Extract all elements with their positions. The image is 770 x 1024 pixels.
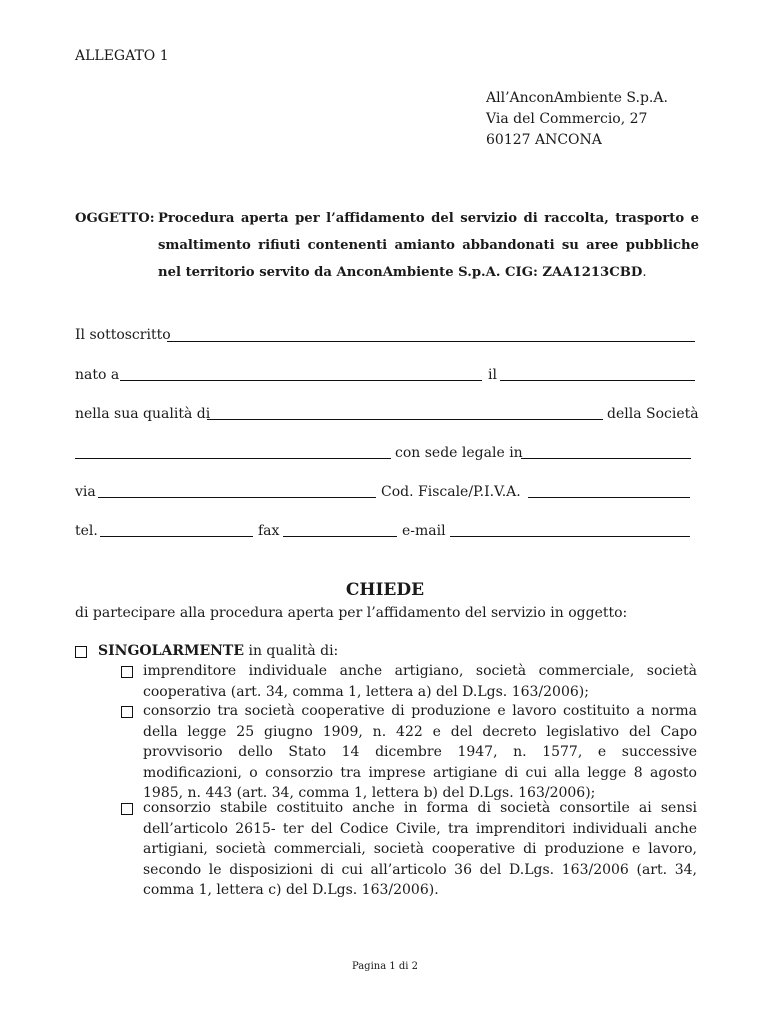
nato-a-field[interactable] — [120, 380, 482, 381]
oggetto-text — [158, 205, 699, 286]
sede-legale-field[interactable] — [521, 458, 691, 459]
cod-fiscale-label: Cod. Fiscale/P.I.V.A. — [381, 484, 521, 500]
recipient-address — [486, 88, 668, 151]
il-label: il — [488, 367, 497, 383]
nato-a-label: nato a — [75, 367, 120, 383]
chiede-heading: CHIEDE — [345, 580, 425, 600]
della-societa-label: della Società — [607, 406, 699, 422]
cod-fiscale-field[interactable] — [528, 497, 690, 498]
sottoscritto-label: Il sottoscritto — [75, 327, 171, 343]
option-checkbox-c[interactable] — [121, 803, 133, 815]
via-label: via — [75, 484, 96, 500]
singolarmente-checkbox[interactable] — [75, 646, 87, 658]
singolarmente-title: SINGOLARMENTE — [98, 643, 245, 659]
option-checkbox-b[interactable] — [121, 706, 133, 718]
recipient-line-2: Via del Commercio, 27 — [486, 111, 648, 127]
recipient-line-3: 60127 ANCONA — [486, 132, 602, 148]
oggetto-suffix: . — [642, 265, 647, 280]
option-text-a: imprenditore individuale anche artigiano, società commerciale, società cooperativa (art. 34, comma 1, lettera a) del D.Lgs. 163/2006); — [143, 663, 697, 700]
qualita-label: nella sua qualità di — [75, 406, 211, 422]
birth-date-field[interactable] — [500, 380, 695, 381]
oggetto-body: Procedura aperta per l’affidamento del servizio di raccolta, trasporto e smaltimento rifiuti contenenti amianto abbandonati su aree pubbliche nel territorio servito da AnconAmbiente S.p.A. CIG: ZAA1213CBD — [158, 211, 699, 280]
tel-field[interactable] — [100, 536, 253, 537]
sottoscritto-field[interactable] — [167, 341, 695, 342]
singolarmente-suffix: in qualità di: — [244, 643, 339, 659]
singolarmente-label — [98, 641, 338, 661]
option-text-c: consorzio stabile costituito anche in forma di società consortile ai sensi dell’articolo 2615- ter del Codice Civile, tra imprenditori individuali anche artigiani, società commerciali, società cooperative di produzione e lavoro, secondo le disposizioni di cui all’articolo 36 del D.Lgs. 163/2006 (art. 34, comma 1, lettera c) del D.Lgs. 163/2006). — [143, 800, 697, 898]
qualita-field[interactable] — [207, 419, 603, 420]
tel-label: tel. — [75, 523, 98, 539]
option-text-b: consorzio tra società cooperative di produzione e lavoro costituito a norma della legge 25 giugno 1909, n. 422 e del decreto legislativo del Capo provvisorio dello Stato 14 dicembre 1947, n. 1577, e successive modificazioni, o consorzio tra imprese artigiane di cui alla legge 8 agosto 1985, n. 443 (art. 34, comma 1, lettera b) del D.Lgs. 163/2006); — [143, 703, 697, 801]
fax-label: fax — [258, 523, 280, 539]
oggetto-label: OGGETTO: — [75, 211, 155, 226]
societa-name-field[interactable] — [75, 458, 391, 459]
email-label: e-mail — [402, 523, 446, 539]
sede-legale-label: con sede legale in — [395, 445, 523, 461]
page-number: Pagina 1 di 2 — [351, 961, 419, 972]
fax-field[interactable] — [283, 536, 397, 537]
option-checkbox-a[interactable] — [121, 666, 133, 678]
email-field[interactable] — [450, 536, 690, 537]
chiede-text: di partecipare alla procedura aperta per l’affidamento del servizio in oggetto: — [75, 605, 628, 621]
recipient-line-1: All’AnconAmbiente S.p.A. — [486, 90, 668, 106]
via-field[interactable] — [98, 497, 376, 498]
allegato-label: ALLEGATO 1 — [75, 48, 169, 64]
